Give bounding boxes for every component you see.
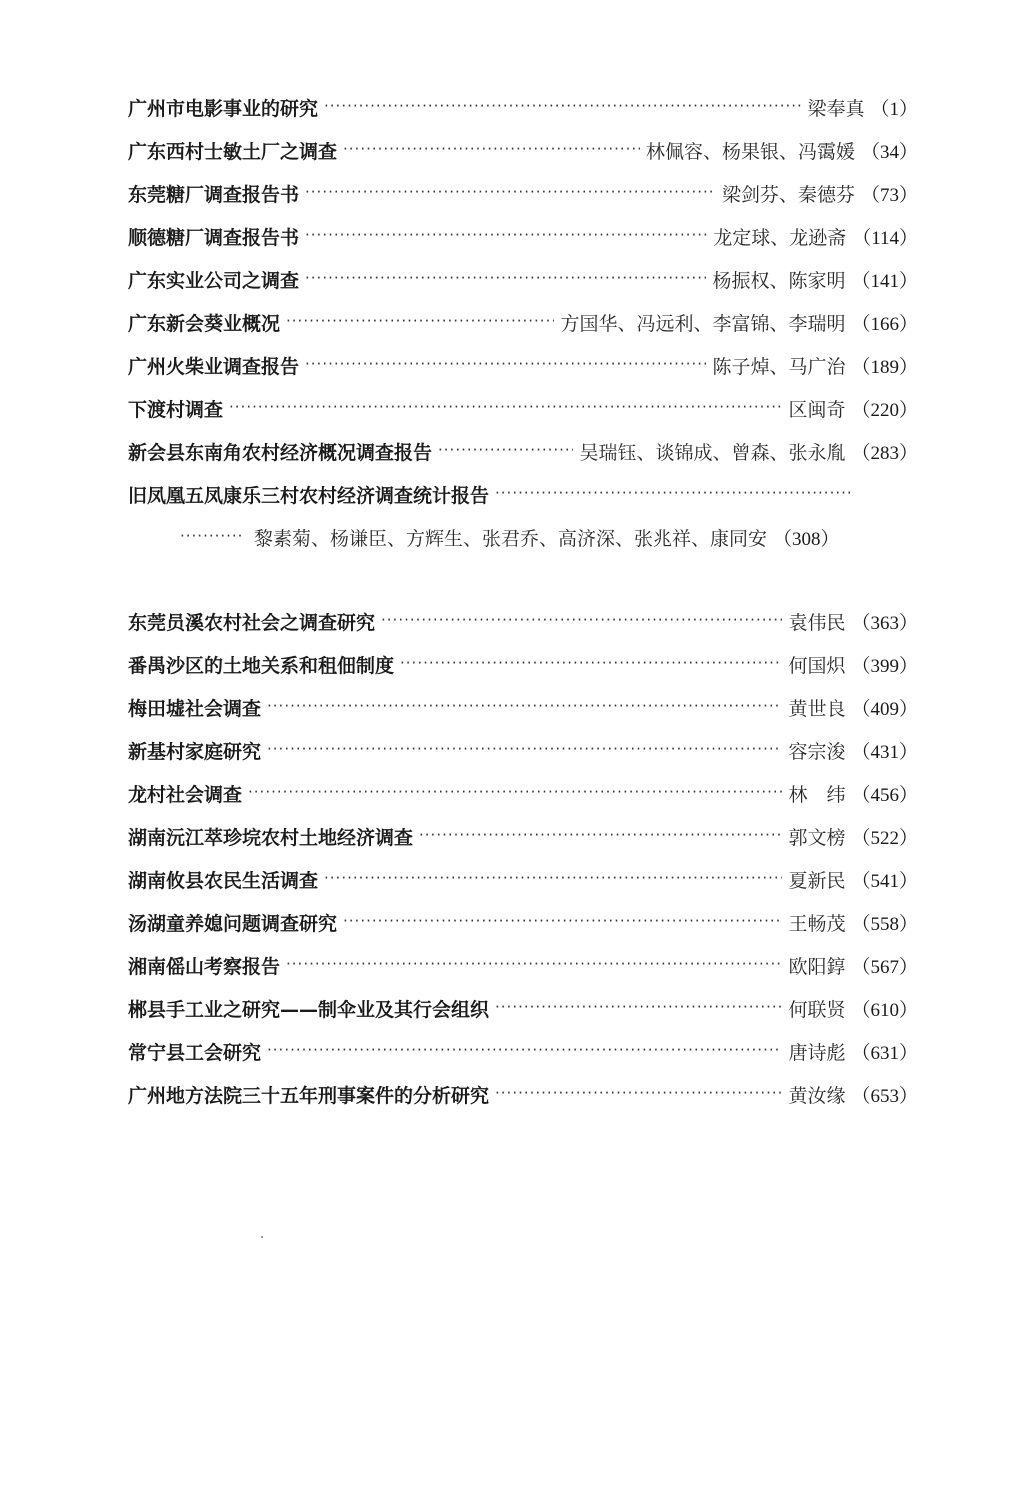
entry-author: 唐诗彪 bbox=[788, 1042, 846, 1064]
dot-leader bbox=[495, 1072, 782, 1115]
entry-author: 黎素菊、杨谦臣、方辉生、张君乔、高济深、张兆祥、康同安 bbox=[254, 528, 768, 550]
entry-page: （283） bbox=[851, 443, 918, 464]
entry-title: 汤湖童养媳问题调查研究 bbox=[128, 913, 338, 935]
entry-title: 东莞糖厂调查报告书 bbox=[128, 184, 300, 206]
entry-title: 广东实业公司之调查 bbox=[128, 270, 300, 292]
entry-page: （189） bbox=[851, 357, 918, 378]
dot-leader bbox=[305, 171, 716, 214]
entry-page: （1） bbox=[870, 99, 918, 120]
entry-title: 广州地方法院三十五年刑事案件的分析研究 bbox=[128, 1085, 490, 1107]
entry-page: （399） bbox=[851, 656, 918, 677]
toc-entry bbox=[128, 346, 918, 389]
toc-entry bbox=[128, 774, 918, 817]
dot-leader bbox=[324, 85, 801, 128]
toc-entry bbox=[128, 88, 918, 131]
entry-title: 新会县东南角农村经济概况调查报告 bbox=[128, 442, 433, 464]
entry-title: 梅田墟社会调查 bbox=[128, 698, 262, 720]
toc-entry bbox=[128, 1075, 918, 1118]
toc-entry bbox=[128, 688, 918, 731]
entry-page: （653） bbox=[851, 1086, 918, 1107]
entry-title: 湖南沅江萃珍垸农村土地经济调查 bbox=[128, 827, 414, 849]
toc-entry-continuation bbox=[128, 518, 918, 561]
entry-page: （220） bbox=[851, 400, 918, 421]
entry-author: 夏新民 bbox=[788, 870, 846, 892]
entry-author: 杨振权、陈家明 bbox=[712, 270, 846, 292]
dot-leader bbox=[324, 857, 782, 900]
toc-section-2 bbox=[128, 602, 918, 1118]
entry-page: （409） bbox=[851, 699, 918, 720]
entry-author: 欧阳錞 bbox=[788, 956, 846, 978]
toc-entry bbox=[128, 217, 918, 260]
toc-entry bbox=[128, 432, 918, 475]
dot-leader bbox=[400, 642, 782, 685]
entry-author: 吴瑞钰、谈锦成、曾森、张永胤 bbox=[579, 442, 846, 464]
entry-page: （522） bbox=[851, 828, 918, 849]
toc-entry bbox=[128, 817, 918, 860]
entry-page: （431） bbox=[851, 742, 918, 763]
entry-page: （73） bbox=[860, 185, 918, 206]
entry-page: （558） bbox=[851, 914, 918, 935]
entry-title: 番禺沙区的土地关系和租佃制度 bbox=[128, 655, 395, 677]
dot-leader bbox=[267, 1029, 782, 1072]
toc-entry bbox=[128, 903, 918, 946]
entry-title: 湖南攸县农民生活调查 bbox=[128, 870, 319, 892]
entry-author: 袁伟民 bbox=[788, 612, 846, 634]
toc-entry bbox=[128, 475, 918, 518]
scan-speck bbox=[261, 1236, 263, 1238]
entry-author: 何国炽 bbox=[788, 655, 846, 677]
entry-page: （308） bbox=[773, 529, 840, 550]
entry-title: 顺德糖厂调查报告书 bbox=[128, 227, 300, 249]
toc-entry bbox=[128, 303, 918, 346]
toc-entry bbox=[128, 1032, 918, 1075]
entry-title: 湘南傜山考察报告 bbox=[128, 956, 281, 978]
entry-page: （363） bbox=[851, 613, 918, 634]
dot-leader bbox=[305, 257, 706, 300]
entry-title: 广东西村士敏土厂之调查 bbox=[128, 141, 338, 163]
entry-author: 黄世良 bbox=[788, 698, 846, 720]
entry-title: 下渡村调查 bbox=[128, 399, 224, 421]
entry-page: （610） bbox=[851, 1000, 918, 1021]
toc-entry bbox=[128, 131, 918, 174]
dot-leader bbox=[381, 599, 782, 642]
entry-author: 区闽奇 bbox=[788, 399, 846, 421]
entry-title: 东莞员溪农村社会之调查研究 bbox=[128, 612, 376, 634]
entry-title: 龙村社会调查 bbox=[128, 784, 243, 806]
entry-page: （456） bbox=[851, 785, 918, 806]
entry-title: 郴县手工业之研究——制伞业及其行会组织 bbox=[128, 999, 490, 1021]
entry-author: 容宗浚 bbox=[788, 741, 846, 763]
dot-leader bbox=[286, 300, 554, 343]
entry-title: 广州市电影事业的研究 bbox=[128, 98, 319, 120]
entry-title: 新基村家庭研究 bbox=[128, 741, 262, 763]
entry-title: 广东新会葵业概况 bbox=[128, 313, 281, 335]
toc-entry bbox=[128, 602, 918, 645]
entry-title: 旧凤凰五凤康乐三村农村经济调查统计报告 bbox=[128, 485, 490, 507]
dot-leader bbox=[267, 685, 782, 728]
toc-entry bbox=[128, 946, 918, 989]
toc-entry bbox=[128, 389, 918, 432]
toc-entry bbox=[128, 989, 918, 1032]
entry-title: 常宁县工会研究 bbox=[128, 1042, 262, 1064]
toc-entry bbox=[128, 260, 918, 303]
dot-leader bbox=[419, 814, 782, 857]
entry-author: 王畅茂 bbox=[788, 913, 846, 935]
entry-author: 龙定球、龙逊斋 bbox=[713, 227, 847, 249]
dot-leader bbox=[343, 128, 640, 171]
entry-author: 何联贤 bbox=[788, 999, 846, 1021]
entry-title: 广州火柴业调查报告 bbox=[128, 356, 300, 378]
dot-leader bbox=[267, 728, 782, 771]
dot-leader bbox=[438, 429, 573, 472]
dot-leader bbox=[180, 515, 244, 558]
entry-author: 梁剑芬、秦德芬 bbox=[721, 184, 855, 206]
toc-section-1 bbox=[128, 88, 918, 561]
entry-page: （631） bbox=[851, 1043, 918, 1064]
entry-page: （141） bbox=[851, 271, 918, 292]
entry-author: 林 纬 bbox=[788, 784, 846, 806]
entry-author: 陈子焯、马广治 bbox=[712, 356, 846, 378]
entry-page: （34） bbox=[860, 142, 918, 163]
toc-entry bbox=[128, 174, 918, 217]
entry-page: （166） bbox=[851, 314, 918, 335]
toc-entry bbox=[128, 645, 918, 688]
entry-author: 林佩容、杨果银、冯霭媛 bbox=[645, 141, 855, 163]
entry-author: 方国华、冯远利、李富锦、李瑞明 bbox=[560, 313, 846, 335]
entry-page: （114） bbox=[852, 228, 918, 249]
entry-author: 郭文榜 bbox=[788, 827, 846, 849]
dot-leader bbox=[286, 943, 782, 986]
dot-leader bbox=[495, 472, 852, 515]
entry-author: 梁奉真 bbox=[807, 98, 865, 120]
dot-leader bbox=[229, 386, 782, 429]
dot-leader bbox=[305, 343, 706, 386]
dot-leader bbox=[305, 214, 707, 257]
entry-page: （567） bbox=[851, 957, 918, 978]
entry-author: 黄汝缘 bbox=[788, 1085, 846, 1107]
toc-entry bbox=[128, 860, 918, 903]
dot-leader bbox=[495, 986, 782, 1029]
toc-entry bbox=[128, 731, 918, 774]
entry-page: （541） bbox=[851, 871, 918, 892]
dot-leader bbox=[248, 771, 782, 814]
dot-leader bbox=[343, 900, 782, 943]
